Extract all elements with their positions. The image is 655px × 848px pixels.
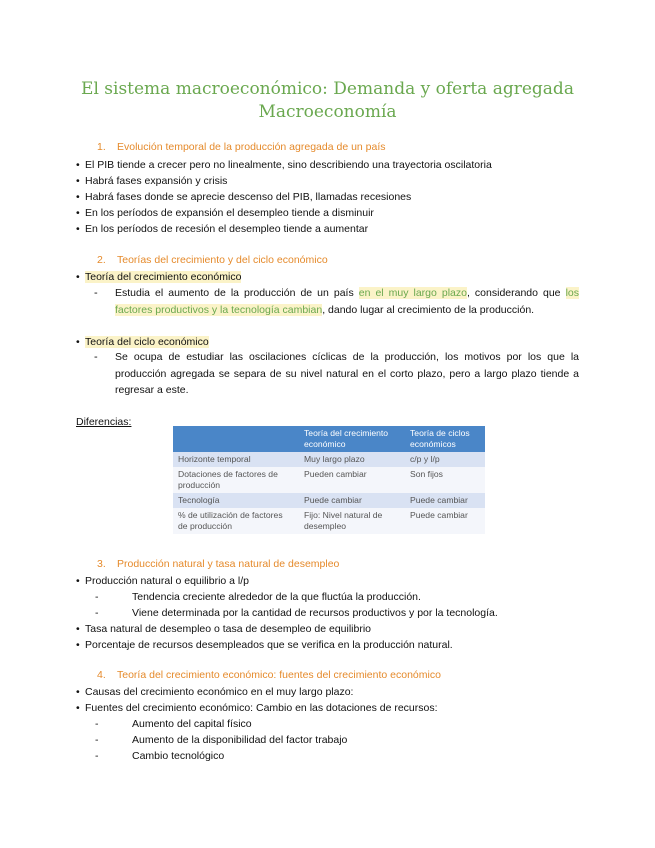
section-1-list (76, 157, 492, 237)
list-item: • Causas del crecimiento económico en el muy largo plazo: (76, 686, 354, 698)
section-4-heading (97, 669, 441, 681)
sub-list-item: - Tendencia creciente alrededor de la que fluctúa la producción. (95, 591, 421, 603)
page-title: El sistema macroeconómico: Demanda y oferta agregada (81, 79, 574, 99)
list-item: • Habrá fases donde se aprecie descenso del PIB, llamadas recesiones (76, 191, 412, 203)
differences-label: Diferencias: (76, 416, 132, 428)
list-item: • Tasa natural de desempleo o tasa de desempleo de equilibrio (76, 623, 372, 635)
section-1-title: Evolución temporal de la producción agregada de un país (117, 141, 386, 153)
table-row: % de utilización de factores de producción Fijo: Nivel natural de desempleo Puede cambiar (173, 508, 485, 534)
sub-list-item: - Aumento de la disponibilidad del factor trabajo (95, 734, 348, 746)
section-2-number: 2. (97, 254, 106, 266)
growth-theory-text: Estudia el aumento de la producción de un país en el muy largo plazo, considerando que los factores productivos y la tecnología cambian, dando lugar al crecimiento de la producción. (115, 287, 579, 316)
sub-list-item: - Cambio tecnológico (95, 750, 225, 762)
cycle-theory-text: Se ocupa de estudiar las oscilaciones cíclicas de la producción, los motivos por los que la producción agregada se separa de su nivel natural en el corto plazo, pero a largo plazo tiende a regresar a este. (115, 351, 579, 396)
list-item: • Producción natural o equilibrio a l/p (76, 575, 250, 587)
section-2-heading (97, 254, 328, 266)
page-subtitle: Macroeconomía (258, 102, 397, 122)
table-row: Horizonte temporal Muy largo plazo c/p y l/p (173, 452, 485, 467)
section-4-list (76, 684, 438, 764)
dash-marker: - (94, 287, 98, 299)
cycle-theory-item: • Teoría del ciclo económico (76, 336, 209, 348)
differences-table (173, 426, 485, 534)
list-item: • Porcentaje de recursos desempleados que se verifica en la producción natural. (76, 639, 453, 651)
section-3-number: 3. (97, 558, 106, 570)
list-item: • Habrá fases expansión y crisis (76, 175, 228, 187)
list-item: • Fuentes del crecimiento económico: Cambio en las dotaciones de recursos: (76, 702, 438, 714)
list-item: • En los períodos de expansión el desempleo tiende a disminuir (76, 207, 374, 219)
section-3-title: Producción natural y tasa natural de desempleo (117, 558, 340, 570)
sub-list-item: - Aumento del capital físico (95, 718, 252, 730)
list-item: • En los períodos de recesión el desempleo tiende a aumentar (76, 223, 369, 235)
growth-theory-title: Teoría del crecimiento económico (85, 271, 242, 283)
sub-list-item: - Viene determinada por la cantidad de recursos productivos y por la tecnología. (95, 607, 498, 619)
section-4-number: 4. (97, 669, 106, 681)
section-1-number: 1. (97, 141, 106, 153)
section-3-heading (97, 558, 339, 570)
section-4-title: Teoría del crecimiento económico: fuentes del crecimiento económico (117, 669, 441, 681)
section-1-heading (97, 141, 386, 153)
section-2-title: Teorías del crecimiento y del ciclo económico (117, 254, 328, 266)
table-header-row: Teoría del crecimiento económico Teoría de ciclos económicos (173, 426, 485, 452)
table-row: Tecnología Puede cambiar Puede cambiar (173, 493, 485, 508)
section-3-list (76, 573, 498, 653)
growth-theory-item: • Teoría del crecimiento económico (76, 271, 242, 283)
cycle-theory-title: Teoría del ciclo económico (85, 336, 209, 348)
table-row: Dotaciones de factores de producción Pueden cambiar Son fijos (173, 467, 485, 493)
list-item: • El PIB tiende a crecer pero no linealmente, sino describiendo una trayectoria oscilatoria (76, 159, 492, 171)
dash-marker: - (94, 351, 98, 363)
